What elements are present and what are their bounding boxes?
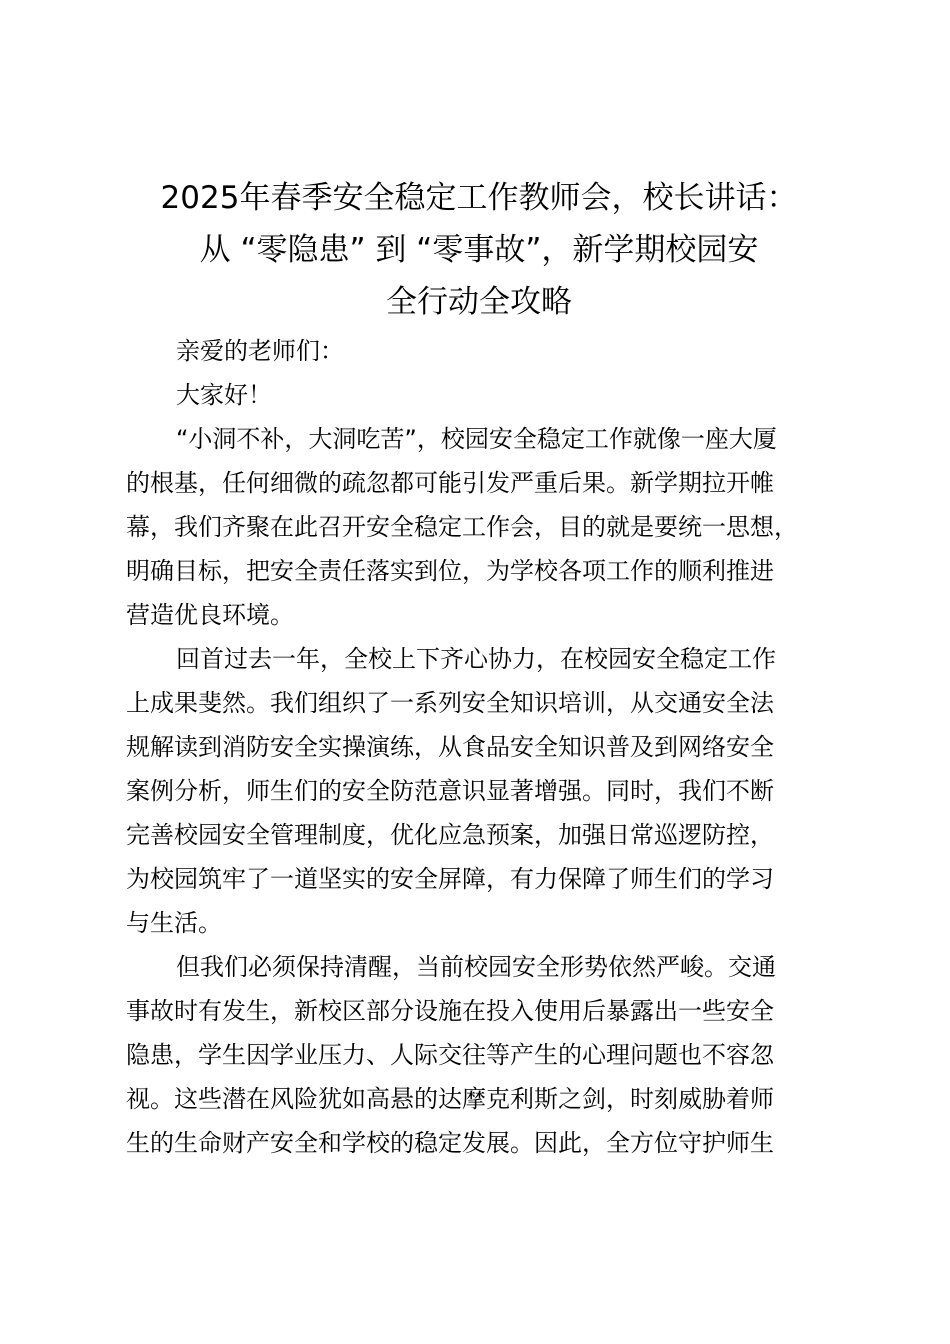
document-body [126,329,836,1165]
text-line: 但我们必须保持清醒，当前校园安全形势依然严峻。交通 [176,953,776,981]
text-line: 亲爱的老师们： [176,337,344,365]
text-line: 回首过去一年，全校上下齐心协力，在校园安全稳定工作 [176,645,776,673]
text-line: 幕，我们齐聚在此召开安全稳定工作会，目的就是要统一思想， [126,513,798,541]
text-line: 事故时有发生，新校区部分设施在投入使用后暴露出一些安全 [126,997,774,1025]
text-line: 完善校园安全管理制度，优化应急预案，加强日常巡逻防控， [126,821,774,849]
body-paragraph [126,417,836,637]
greeting-paragraph [126,373,836,417]
title-line: 从 “零隐患” 到 “零事故”，新学期校园安 [199,232,759,268]
text-line: 明确目标，把安全责任落实到位，为学校各项工作的顺利推进 [126,557,774,585]
text-line: 上成果斐然。我们组织了一系列安全知识培训，从交通安全法 [126,689,774,717]
text-line: 大家好！ [176,381,272,409]
body-paragraph [126,637,836,945]
document-title [118,172,840,328]
text-line: 生的生命财产安全和学校的稳定发展。因此，全方位守护师生 [126,1129,774,1157]
text-line: “小洞不补，大洞吃苦”，校园安全稳定工作就像一座大厦 [176,425,777,453]
title-line: 全行动全攻略 [386,284,572,320]
title-line: 2025年春季安全稳定工作教师会，校长讲话： [160,180,798,216]
body-paragraph [126,945,836,1165]
text-line: 为校园筑牢了一道坚实的安全屏障，有力保障了师生们的学习 [126,865,774,893]
text-line: 与生活。 [126,909,222,937]
text-line: 案例分析，师生们的安全防范意识显著增强。同时，我们不断 [126,777,774,805]
text-line: 规解读到消防安全实操演练，从食品安全知识普及到网络安全 [126,733,774,761]
text-line: 视。这些潜在风险犹如高悬的达摩克利斯之剑，时刻威胁着师 [126,1085,774,1113]
salutation-paragraph [126,329,836,373]
text-line: 的根基，任何细微的疏忽都可能引发严重后果。新学期拉开帷 [126,469,774,497]
text-line: 营造优良环境。 [126,601,294,629]
text-line: 隐患，学生因学业压力、人际交往等产生的心理问题也不容忽 [126,1041,774,1069]
